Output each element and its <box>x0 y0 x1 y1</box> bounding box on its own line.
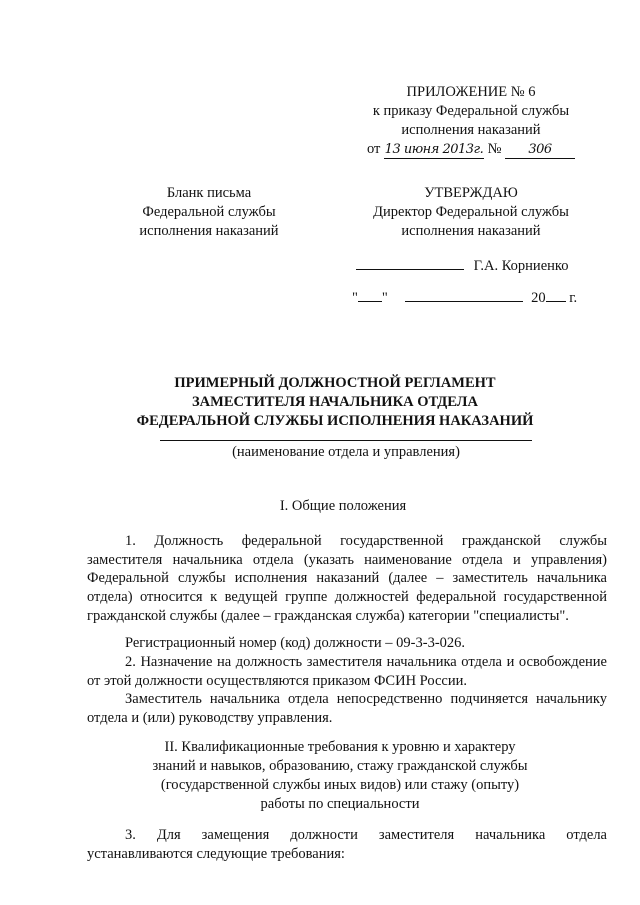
title-line-1: ПРИМЕРНЫЙ ДОЛЖНОСТНОЙ РЕГЛАМЕНТ <box>174 375 496 391</box>
section-2-line-2: знаний и навыков, образованию, стажу гражданской службы <box>152 758 528 774</box>
section-1-heading: I. Общие положения <box>279 498 407 514</box>
title-underline <box>160 440 532 441</box>
year-prefix: 20 <box>531 290 546 306</box>
signature-blank <box>356 255 464 270</box>
approval-line-2: исполнения наказаний <box>401 223 541 239</box>
approval-date-line <box>352 287 592 307</box>
section-2-heading <box>110 738 570 814</box>
appendix-title: ПРИЛОЖЕНИЕ № 6 <box>406 84 536 100</box>
approval-heading: УТВЕРЖДАЮ <box>424 185 518 201</box>
paragraph-1: 1. Должность федеральной государственной гражданской службы заместителя начальника отдела (указать наименование отдела и управления) Федеральной службы исполнения наказаний (далее – заместитель начальника отдела) относится к ведущей группе должностей федеральной государственной гражданской службы (далее – гражданская служба) категории "специалисты". <box>87 533 607 624</box>
letterhead-line-1: Бланк письма <box>166 185 252 201</box>
date-prefix: от <box>366 141 381 157</box>
day-blank <box>358 287 382 302</box>
appendix-order-line <box>356 140 586 159</box>
letterhead-line-3: исполнения наказаний <box>139 223 279 239</box>
approval-signature-line <box>356 255 586 275</box>
document-title <box>80 374 590 431</box>
letterhead-block <box>128 184 290 241</box>
paragraph-registration: Регистрационный номер (код) должности – 09-3-3-026. <box>125 635 466 651</box>
handwritten-date: 13 июня 2013г. <box>384 142 484 157</box>
handwritten-number: 306 <box>505 142 575 159</box>
section-2-line-3: (государственной службы иных видов) или стажу (опыту) <box>160 777 520 793</box>
signer-name: Г.А. Корниенко <box>473 258 569 274</box>
section-2-line-1: II. Квалификационные требования к уровню и характеру <box>164 739 516 755</box>
approval-line-1: Директор Федеральной службы <box>373 204 569 220</box>
appendix-line-1: к приказу Федеральной службы <box>372 103 570 119</box>
year-blank <box>546 287 566 302</box>
approval-block <box>360 184 582 241</box>
appendix-line-2: исполнения наказаний <box>401 122 541 138</box>
paragraph-subordination: Заместитель начальника отдела непосредственно подчиняется начальнику отдела и (или) руководству управления. <box>87 691 607 726</box>
date-quote-close: " <box>381 290 388 306</box>
year-suffix: г. <box>569 290 578 306</box>
paragraph-3: 3. Для замещения должности заместителя начальника отдела устанавливаются следующие требования: <box>87 827 607 862</box>
letterhead-line-2: Федеральной службы <box>142 204 276 220</box>
title-subtitle: (наименование отдела и управления) <box>232 444 460 460</box>
section-2-line-4: работы по специальности <box>260 796 420 812</box>
paragraph-2: 2. Назначение на должность заместителя начальника отдела и освобождение от этой должности осуществляются приказом ФСИН России. <box>87 654 607 689</box>
title-line-3: ФЕДЕРАЛЬНОЙ СЛУЖБЫ ИСПОЛНЕНИЯ НАКАЗАНИЙ <box>136 413 534 429</box>
number-prefix: № <box>487 141 502 157</box>
date-quote-open: " <box>352 290 358 306</box>
title-line-2: ЗАМЕСТИТЕЛЯ НАЧАЛЬНИКА ОТДЕЛА <box>192 394 478 410</box>
appendix-block <box>356 83 586 159</box>
month-blank <box>405 287 523 302</box>
